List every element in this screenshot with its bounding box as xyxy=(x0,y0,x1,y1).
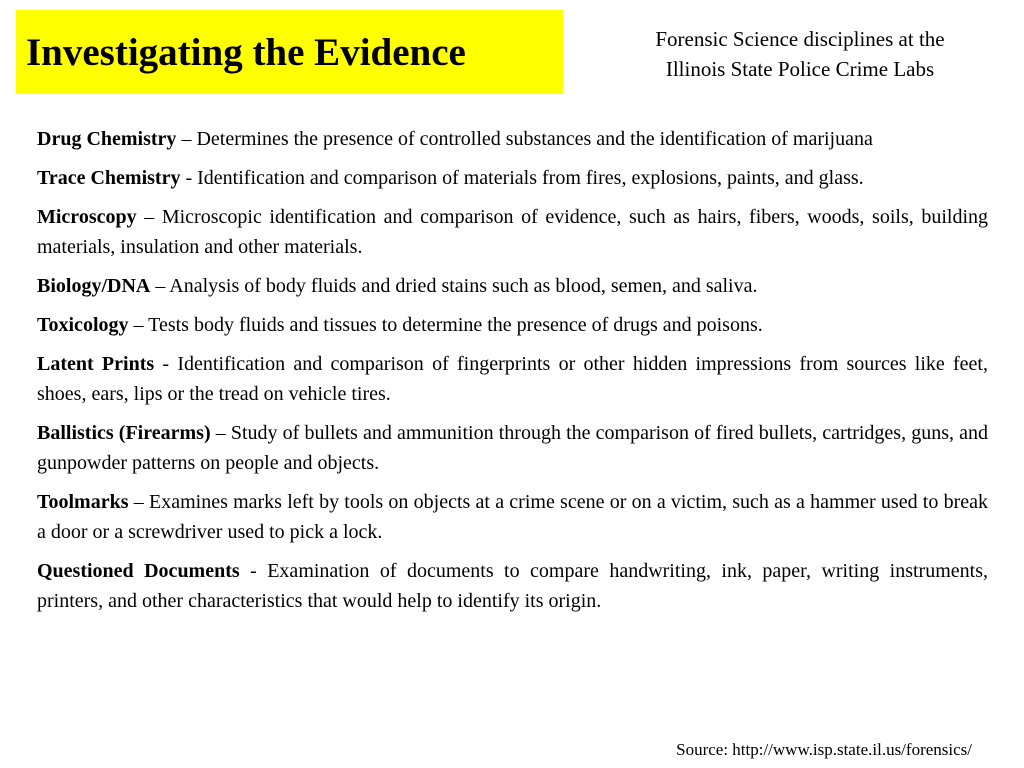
page-title: Investigating the Evidence xyxy=(26,30,466,74)
separator: – xyxy=(128,314,149,336)
discipline-description: Examines marks left by tools on objects at a crime scene or on a victim, such as a hammer used to break a door or a screwdriver used to pick a lock. xyxy=(37,491,988,543)
subtitle-line: Forensic Science disciplines at the xyxy=(655,27,945,51)
discipline-term: Drug Chemistry xyxy=(37,128,177,150)
discipline-term: Microscopy xyxy=(37,206,137,228)
separator: – xyxy=(136,206,162,228)
discipline-term: Trace Chemistry xyxy=(37,167,181,189)
title-box xyxy=(16,10,563,94)
discipline-term: Ballistics (Firearms) xyxy=(37,422,211,444)
discipline-description: Determines the presence of controlled substances and the identification of marijuana xyxy=(196,128,873,150)
list-item xyxy=(37,418,988,478)
discipline-description: Identification and comparison of fingerprints or other hidden impressions from sources like feet, shoes, ears, lips or the tread on vehicle tires. xyxy=(37,353,988,405)
list-item xyxy=(37,124,988,154)
discipline-term: Biology/DNA xyxy=(37,275,151,297)
separator: – xyxy=(210,422,231,444)
discipline-description: Tests body fluids and tissues to determine the presence of drugs and poisons. xyxy=(148,314,763,336)
list-item xyxy=(37,487,988,547)
subtitle xyxy=(590,24,1010,84)
separator: - xyxy=(180,167,198,189)
list-item xyxy=(37,556,988,616)
discipline-description: Microscopic identification and comparison of evidence, such as hairs, fibers, woods, soils, building materials, insulation and other materials. xyxy=(37,206,989,258)
discipline-description: Analysis of body fluids and dried stains such as blood, semen, and saliva. xyxy=(169,275,758,297)
discipline-list xyxy=(37,124,988,625)
separator: - xyxy=(239,560,268,582)
source-citation: Source: http://www.isp.state.il.us/forensics/ xyxy=(676,740,972,759)
separator: – xyxy=(150,275,170,297)
list-item xyxy=(37,202,988,262)
discipline-term: Toxicology xyxy=(37,314,129,336)
discipline-description: Examination of documents to compare handwriting, ink, paper, writing instruments, printers, and other characteristics that would help to identify its origin. xyxy=(37,560,988,612)
subtitle-line: Illinois State Police Crime Labs xyxy=(665,57,935,81)
list-item xyxy=(37,271,988,301)
list-item xyxy=(37,310,988,340)
list-item xyxy=(37,163,988,193)
discipline-description: Study of bullets and ammunition through the comparison of fired bullets, cartridges, guns, and gunpowder patterns on people and objects. xyxy=(37,422,988,474)
discipline-term: Toolmarks xyxy=(37,491,129,513)
separator: – xyxy=(128,491,149,513)
discipline-term: Latent Prints xyxy=(37,353,155,375)
separator: - xyxy=(154,353,178,375)
discipline-description: Identification and comparison of materials from fires, explosions, paints, and glass. xyxy=(197,167,864,189)
separator: – xyxy=(176,128,197,150)
list-item xyxy=(37,349,988,409)
discipline-term: Questioned Documents xyxy=(37,560,240,582)
